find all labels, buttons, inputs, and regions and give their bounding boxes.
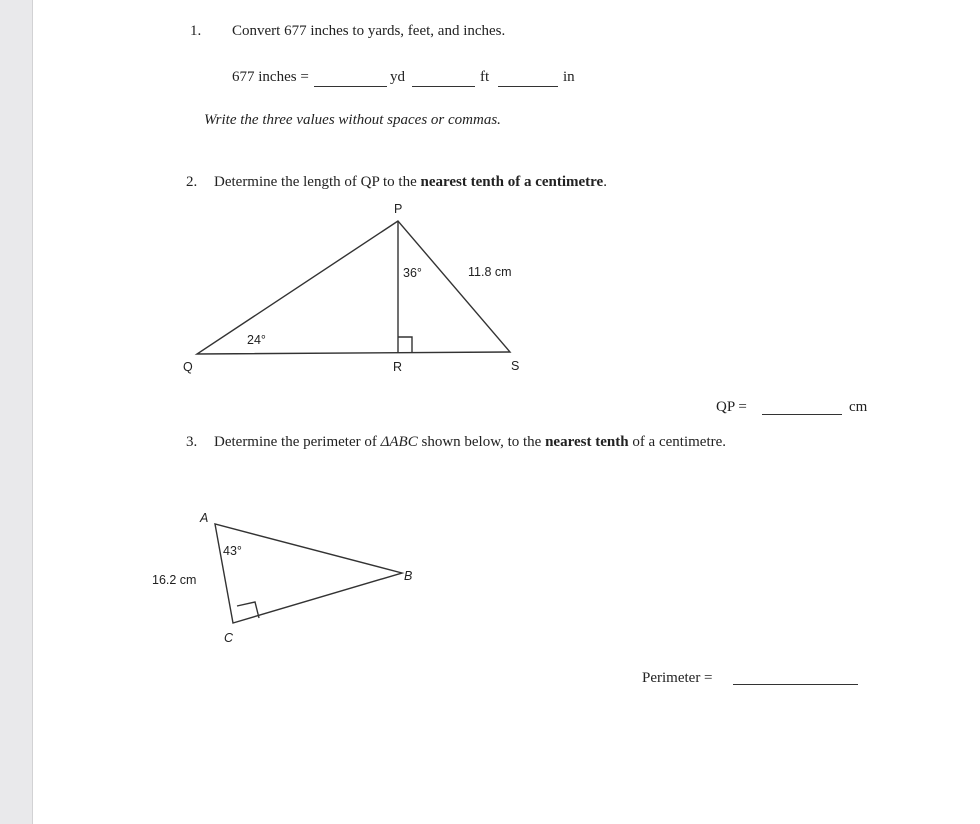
q2-answer-lead: QP = <box>716 399 747 415</box>
q1-prompt: Convert 677 inches to yards, feet, and inches. <box>232 23 506 39</box>
q1-unit-ft: ft <box>480 69 490 85</box>
q3-answer-blank[interactable] <box>733 684 858 685</box>
q2-prompt: Determine the length of QP to the nearest tenth of a centimetre. <box>214 174 607 190</box>
q2-answer-unit: cm <box>849 399 868 415</box>
q1-answer-lead: 677 inches = <box>232 69 309 85</box>
q1-number: 1. <box>190 23 202 39</box>
q2-number: 2. <box>186 174 198 190</box>
vertex-label-r: R <box>393 360 403 374</box>
q3-prompt: Determine the perimeter of ΔABC shown below, to the nearest tenth of a centimetre. <box>214 434 727 450</box>
angle-label-24: 24° <box>247 333 266 347</box>
vertex-label-p: P <box>394 202 403 216</box>
vertex-label-s: S <box>511 359 520 373</box>
q3-number: 3. <box>186 434 198 450</box>
triangle-abc-outline <box>215 524 402 623</box>
vertex-label-b: B <box>404 569 413 583</box>
vertex-label-c: C <box>224 631 234 645</box>
right-angle-mark-r <box>398 337 412 352</box>
vertex-label-a: A <box>200 511 209 525</box>
angle-label-36: 36° <box>403 266 422 280</box>
q3-answer-lead: Perimeter = <box>642 670 713 686</box>
q2-answer-blank[interactable] <box>762 414 842 415</box>
triangle-pqs <box>197 221 510 354</box>
side-label-ac: 16.2 cm <box>152 573 197 587</box>
q1-unit-yd: yd <box>390 69 405 85</box>
angle-label-43: 43° <box>223 544 242 558</box>
q1-instruction: Write the three values without spaces or commas. <box>204 112 501 128</box>
side-label-ps: 11.8 cm <box>468 265 512 279</box>
triangle-pqs-outline <box>197 221 510 354</box>
q1-unit-in: in <box>563 69 575 85</box>
triangle-abc <box>215 524 402 623</box>
vertex-label-q: Q <box>183 360 193 374</box>
